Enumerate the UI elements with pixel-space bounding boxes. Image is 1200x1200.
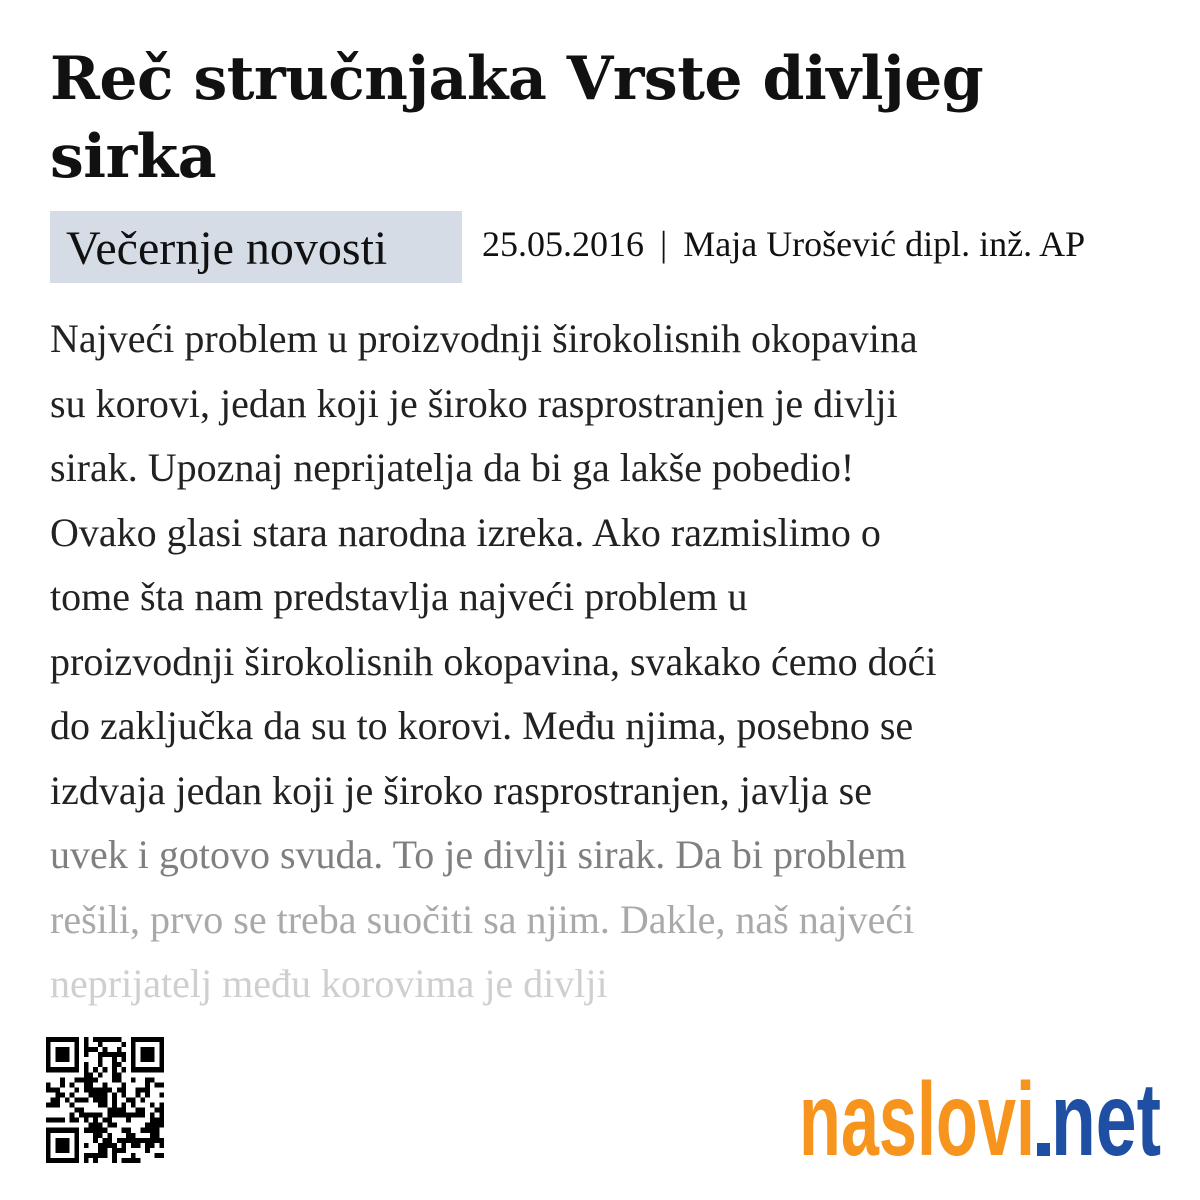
logo-net-text: net [1051, 1062, 1161, 1175]
logo-naslovi-text: naslovi [799, 1062, 1035, 1175]
body-line: Ovako glasi stara narodna izreka. Ako razmislimo o [50, 509, 881, 555]
body-line: do zaključka da su to korovi. Među njima, posebno se [50, 703, 914, 748]
article-title: Reč stručnjaka Vrste divljeg sirka [50, 44, 984, 192]
body-line: rešili, prvo se treba suočiti sa njim. Dakle, naš najveći [50, 896, 915, 942]
article-meta [50, 211, 1085, 283]
article-date: 25.05.2016 [482, 224, 644, 264]
naslovi-net-logo[interactable] [795, 1055, 1175, 1175]
body-line: uvek i gotovo svuda. To je divlji sirak. Da bi problem [50, 832, 907, 877]
body-line: izdvaja jedan koji je široko rasprostranjen, javlja se [50, 767, 872, 813]
meta-line [482, 211, 1085, 277]
qr-code-icon[interactable] [46, 1037, 164, 1163]
body-line: Najveći problem u proizvodnji širokolisnih okopavina [50, 316, 918, 361]
body-line: su korovi, jedan koji je široko rasprostranjen je divlji [50, 380, 898, 426]
body-line: tome šta nam predstavlja najveći problem u [50, 574, 748, 619]
meta-separator: | [660, 224, 668, 264]
source-badge[interactable]: Večernje novosti [50, 211, 462, 283]
body-line: sirak. Upoznaj neprijatelja da bi ga lakše pobedio! [50, 445, 855, 490]
body-line: proizvodnji širokolisnih okopavina, svakako ćemo doći [50, 638, 937, 684]
logo-dot [1037, 1143, 1050, 1156]
article-author: Maja Urošević dipl. inž. AP [683, 224, 1086, 264]
body-line: neprijatelj među korovima je divlji [50, 961, 608, 1006]
article-body [50, 307, 1160, 1017]
